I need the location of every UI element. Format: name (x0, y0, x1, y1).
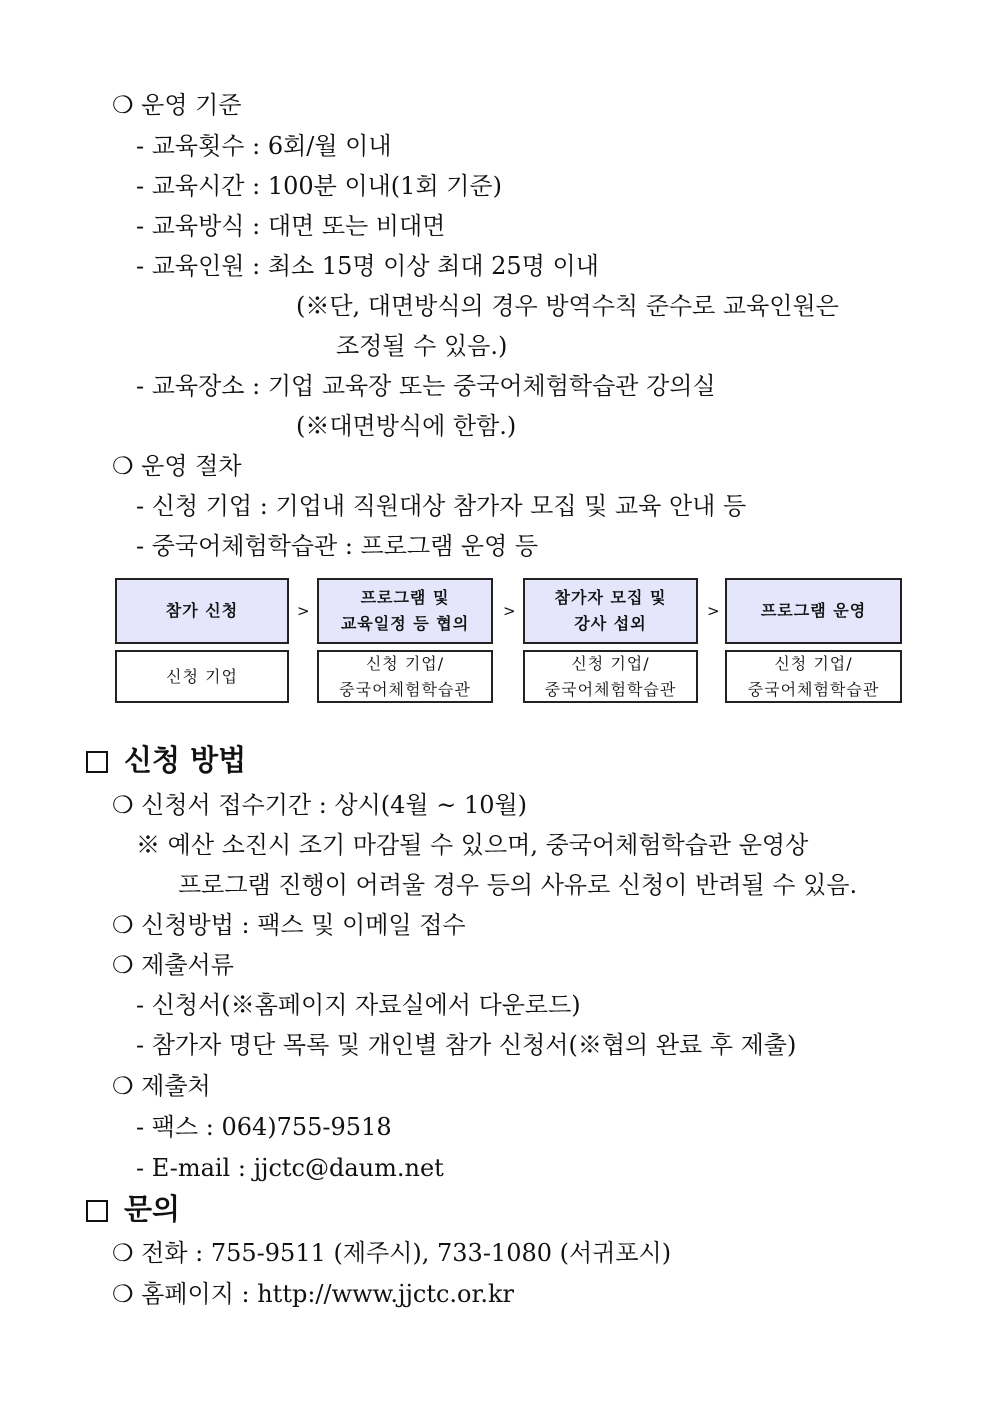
criteria-location-note: (※대면방식에 한함.) (296, 412, 517, 440)
checkbox-square-icon (86, 751, 108, 773)
flow-arrow-3: > (707, 602, 720, 620)
application-notice-1: ※ 예산 소진시 조기 마감될 수 있으며, 중국어체험학습관 운영상 (136, 831, 809, 859)
flow-step-4: 프로그램 운영 (725, 578, 902, 644)
criteria-note-1: (※단, 대면방식의 경우 방역수칙 준수로 교육인원은 (296, 292, 839, 320)
application-dest-title: ❍ 제출처 (112, 1072, 211, 1100)
flow-actor-2: 신청 기업/ 중국어체험학습관 (317, 650, 493, 703)
flow-actor-3: 신청 기업/ 중국어체험학습관 (523, 650, 698, 703)
application-heading-text: 신청 방법 (124, 743, 247, 777)
application-doc-2: - 참가자 명단 목록 및 개인별 참가 신청서(※협의 완료 후 제출) (136, 1031, 797, 1059)
application-docs-title: ❍ 제출서류 (112, 951, 234, 979)
inquiry-homepage: ❍ 홈페이지 : http://www.jjctc.or.kr (112, 1280, 514, 1308)
application-doc-1: - 신청서(※홈페이지 자료실에서 다운로드) (136, 991, 581, 1019)
criteria-note-2: 조정될 수 있음.) (336, 332, 508, 360)
flow-arrow-2: > (503, 602, 516, 620)
procedure-company: - 신청 기업 : 기업내 직원대상 참가자 모집 및 교육 안내 등 (136, 492, 747, 520)
flow-actor-4: 신청 기업/ 중국어체험학습관 (725, 650, 902, 703)
checkbox-square-icon (86, 1200, 108, 1222)
criteria-location: - 교육장소 : 기업 교육장 또는 중국어체험학습관 강의실 (136, 372, 716, 400)
criteria-headcount: - 교육인원 : 최소 15명 이상 최대 25명 이내 (136, 252, 599, 280)
flow-step-1: 참가 신청 (115, 578, 289, 644)
criteria-count: - 교육횟수 : 6회/월 이내 (136, 132, 392, 160)
criteria-method: - 교육방식 : 대면 또는 비대면 (136, 212, 446, 240)
flow-actor-1: 신청 기업 (115, 650, 289, 703)
inquiry-heading-text: 문의 (124, 1192, 181, 1226)
operation-procedure-title: ❍ 운영 절차 (112, 452, 242, 480)
procedure-center: - 중국어체험학습관 : 프로그램 운영 등 (136, 532, 539, 560)
inquiry-heading (86, 1191, 180, 1227)
flow-step-2: 프로그램 및 교육일정 등 협의 (317, 578, 493, 644)
application-method: ❍ 신청방법 : 팩스 및 이메일 접수 (112, 911, 466, 939)
application-email: - E-mail : jjctc@daum.net (136, 1154, 444, 1182)
application-heading (86, 742, 246, 778)
flow-step-3: 참가자 모집 및 강사 섭외 (523, 578, 698, 644)
application-notice-2: 프로그램 진행이 어려울 경우 등의 사유로 신청이 반려될 수 있음. (178, 871, 858, 899)
criteria-time: - 교육시간 : 100분 이내(1회 기준) (136, 172, 502, 200)
flow-arrow-1: > (297, 602, 310, 620)
inquiry-phone: ❍ 전화 : 755-9511 (제주시), 733-1080 (서귀포시) (112, 1239, 672, 1267)
application-period: ❍ 신청서 접수기간 : 상시(4월 ~ 10월) (112, 791, 528, 819)
application-fax: - 팩스 : 064)755-9518 (136, 1113, 392, 1141)
operation-criteria-title: ❍ 운영 기준 (112, 91, 242, 119)
